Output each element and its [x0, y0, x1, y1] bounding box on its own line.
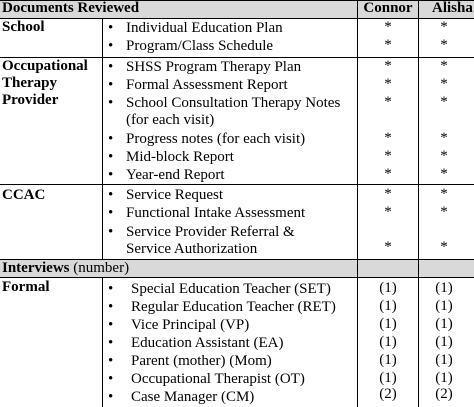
connor-mark: *	[384, 94, 392, 110]
bullet-icon: •	[108, 77, 114, 93]
connor-mark: *	[384, 204, 392, 220]
connor-mark: *	[384, 186, 392, 202]
rule-interviews-bottom	[0, 277, 474, 278]
interview-item: Regular Education Teacher (RET)	[131, 299, 336, 315]
alisha-count: (1)	[435, 352, 453, 368]
bullet-icon: •	[108, 131, 114, 147]
bullet-icon: •	[108, 20, 114, 36]
interviews-heading	[2, 260, 129, 277]
bullet-icon: •	[108, 317, 114, 333]
interviews-label: Interviews	[2, 260, 70, 276]
bullet-icon: •	[108, 281, 114, 297]
interviews-suffix: (number)	[69, 260, 130, 276]
alisha-count: (2)	[435, 386, 453, 402]
header-connor: Connor	[363, 0, 413, 16]
rule-ot-bottom	[0, 184, 474, 185]
bullet-icon: •	[108, 38, 114, 54]
category-school: School	[2, 19, 45, 35]
alisha-mark: *	[440, 37, 448, 53]
bullet-icon: •	[108, 59, 114, 75]
list-item: Progress notes (for each visit)	[126, 131, 306, 147]
header-alisha: Alisha	[432, 0, 473, 16]
connor-count: (1)	[379, 370, 397, 386]
alisha-mark: *	[440, 239, 448, 255]
interview-item: Special Education Teacher (SET)	[131, 281, 331, 297]
rule-category-divider	[102, 18, 103, 259]
category-ccac: CCAC	[2, 187, 46, 203]
rule-category-divider-2	[102, 277, 103, 407]
alisha-mark: *	[440, 19, 448, 35]
alisha-mark: *	[440, 94, 448, 110]
alisha-count: (1)	[435, 316, 453, 332]
list-item: Functional Intake Assessment	[126, 205, 306, 221]
alisha-count: (1)	[435, 370, 453, 386]
connor-count: (1)	[379, 334, 397, 350]
list-item: Mid-block Report	[126, 149, 234, 165]
bullet-icon: •	[108, 299, 114, 315]
connor-mark: *	[384, 239, 392, 255]
alisha-mark: *	[440, 186, 448, 202]
alisha-mark: *	[440, 130, 448, 146]
interview-item: Case Manager (CM)	[131, 389, 255, 405]
bullet-icon: •	[108, 149, 114, 165]
list-item: Service Request	[126, 187, 224, 203]
connor-mark: *	[384, 166, 392, 182]
connor-mark: *	[384, 130, 392, 146]
bullet-icon: •	[108, 371, 114, 387]
connor-mark: *	[384, 19, 392, 35]
list-item: School Consultation Therapy Notes (for each visit)	[126, 95, 341, 128]
alisha-count: (1)	[435, 334, 453, 350]
connor-count: (1)	[379, 352, 397, 368]
bullet-icon: •	[108, 95, 114, 111]
interview-item: Parent (mother) (Mom)	[131, 353, 272, 369]
connor-count: (1)	[379, 316, 397, 332]
bullet-icon: •	[108, 224, 114, 240]
list-item: Formal Assessment Report	[126, 77, 288, 93]
connor-mark: *	[384, 76, 392, 92]
interview-item: Occupational Therapist (OT)	[131, 371, 305, 387]
alisha-count: (1)	[435, 298, 453, 314]
connor-mark: *	[384, 37, 392, 53]
bullet-icon: •	[108, 389, 114, 405]
bullet-icon: •	[108, 335, 114, 351]
bullet-icon: •	[108, 205, 114, 221]
connor-mark: *	[384, 148, 392, 164]
list-item: Year-end Report	[126, 167, 225, 183]
alisha-count: (1)	[435, 280, 453, 296]
rule-col1-left	[357, 0, 358, 407]
list-item: Program/Class Schedule	[126, 38, 274, 54]
connor-mark: *	[384, 58, 392, 74]
category-formal: Formal	[2, 279, 50, 295]
bullet-icon: •	[108, 353, 114, 369]
category-ot-provider: Occupational Therapy Provider	[2, 58, 88, 108]
alisha-mark: *	[440, 204, 448, 220]
interview-item: Vice Principal (VP)	[131, 317, 250, 333]
list-item: SHSS Program Therapy Plan	[126, 59, 302, 75]
alisha-mark: *	[440, 76, 448, 92]
alisha-mark: *	[440, 58, 448, 74]
bullet-icon: •	[108, 187, 114, 203]
bullet-icon: •	[108, 167, 114, 183]
interview-item: Education Assistant (EA)	[131, 335, 284, 351]
connor-count: (1)	[379, 280, 397, 296]
header-documents-reviewed: Documents Reviewed	[2, 0, 140, 16]
list-item: Individual Education Plan	[126, 20, 283, 36]
connor-count: (2)	[379, 386, 397, 402]
alisha-mark: *	[440, 148, 448, 164]
alisha-mark: *	[440, 166, 448, 182]
connor-count: (1)	[379, 298, 397, 314]
list-item: Service Provider Referral & Service Authorization	[126, 224, 295, 257]
